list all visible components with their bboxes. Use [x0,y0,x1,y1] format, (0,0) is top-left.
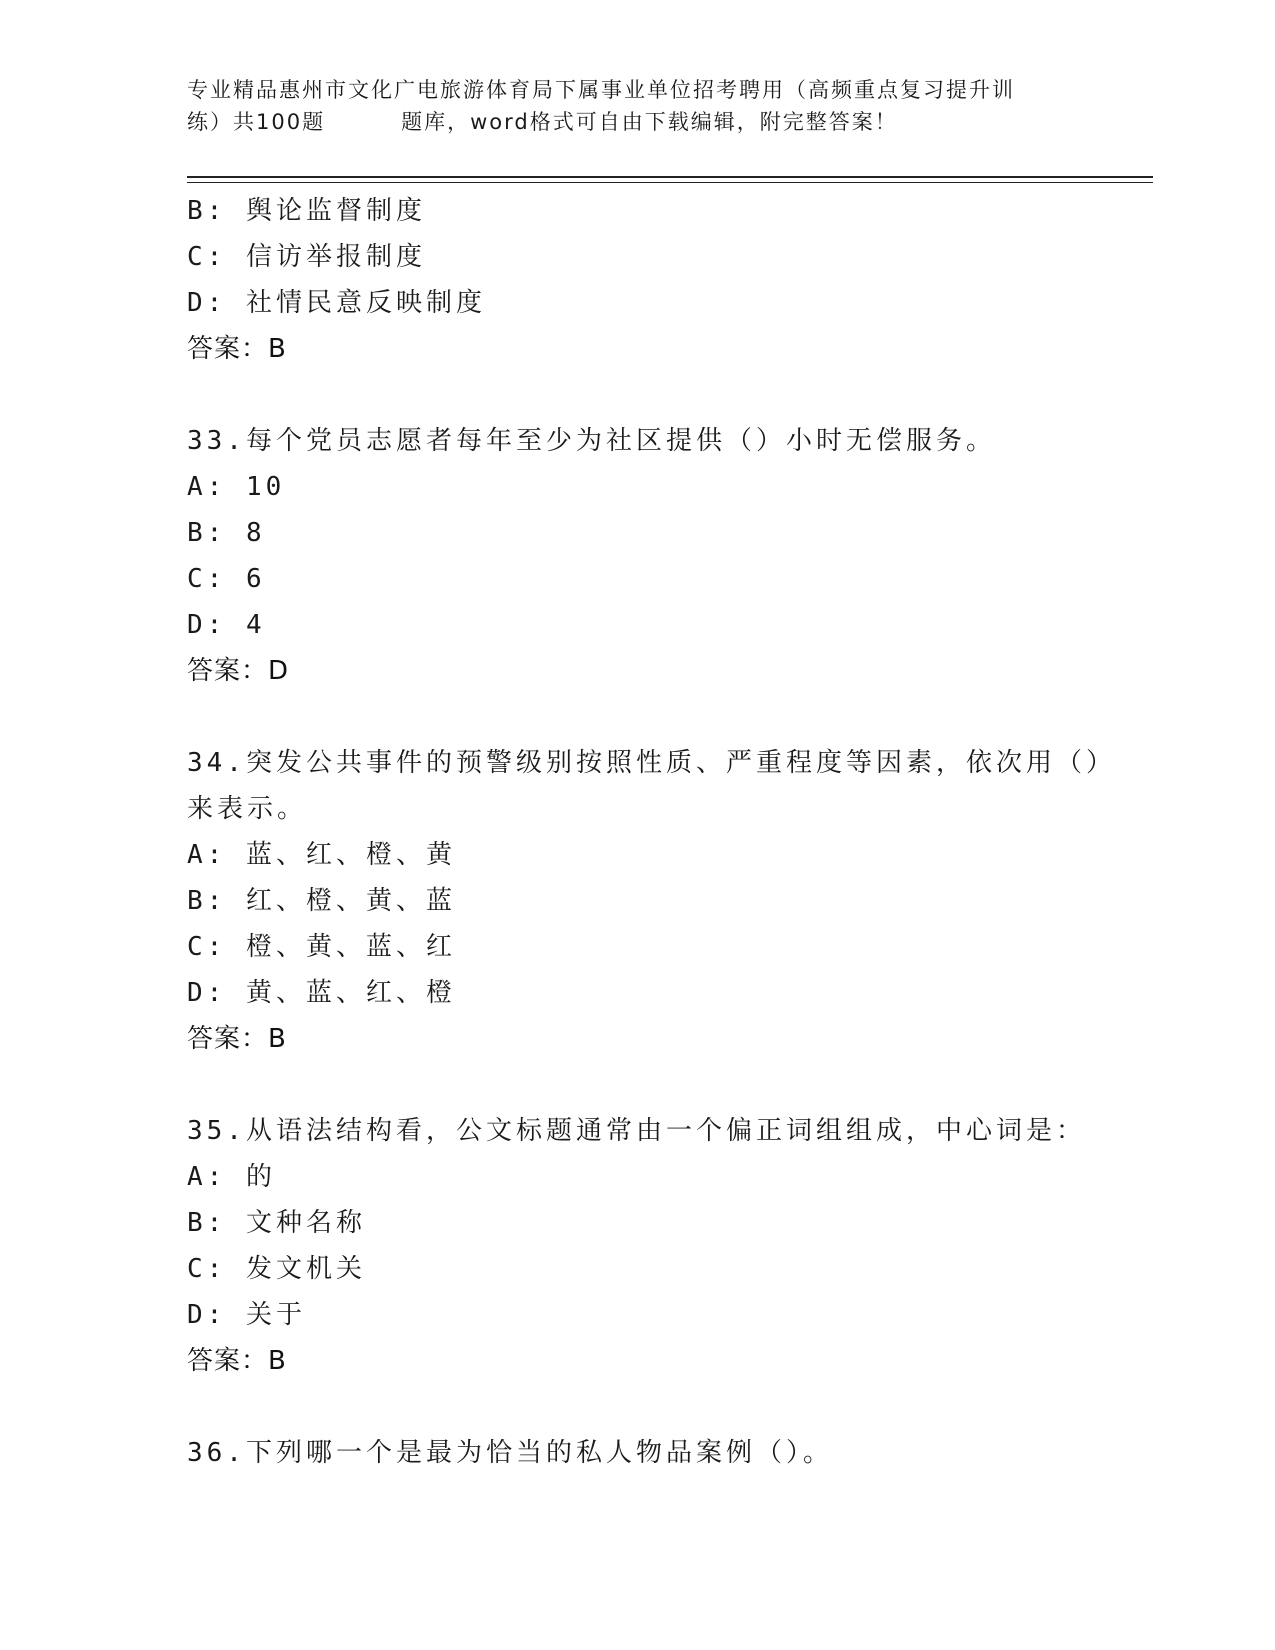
option-text: 的 [245,1162,276,1192]
option-text: 6 [245,564,266,594]
answer-line: 答案：D [187,656,290,686]
header-rule-thin [187,182,1153,183]
option-letter: B: [187,518,227,548]
spacer [187,1062,1117,1108]
option-c [187,924,1117,970]
option-letter: D: [187,288,227,318]
option-letter: C: [187,242,227,272]
spacer [187,694,1117,740]
option-c [187,234,1117,280]
question-35 [187,1108,1117,1384]
question-text: 33.每个党员志愿者每年至少为社区提供（）小时无偿服务。 [187,426,996,456]
header-line-2-part-1: 练）共100题 [187,110,326,134]
option-letter: A: [187,1162,227,1192]
question-32-tail [187,188,1117,372]
option-b [187,510,1117,556]
option-text: 4 [245,610,266,640]
option-letter: A: [187,472,227,502]
option-letter: C: [187,932,227,962]
question-33 [187,418,1117,694]
spacer [187,1384,1117,1430]
option-c [187,556,1117,602]
option-c [187,1246,1117,1292]
option-text: 红、橙、黄、蓝 [245,886,456,916]
option-letter: A: [187,840,227,870]
header-line-1: 专业精品惠州市文化广电旅游体育局下属事业单位招考聘用（高频重点复习提升训 [187,78,1015,102]
answer-line: 答案：B [187,1346,287,1376]
document-body [187,188,1117,1476]
option-text: 8 [245,518,266,548]
question-text-line-1: 34.突发公共事件的预警级别按照性质、严重程度等因素，依次用（） [187,748,1116,778]
question-text-line-2: 来表示。 [187,794,308,824]
spacer [187,372,1117,418]
option-text: 发文机关 [245,1254,366,1284]
option-a [187,832,1117,878]
question-text: 36.下列哪一个是最为恰当的私人物品案例（）。 [187,1438,833,1468]
option-text: 社情民意反映制度 [245,288,486,318]
header-line-2-part-2: 题库，word格式可自由下载编辑，附完整答案！ [401,110,898,134]
option-letter: C: [187,1254,227,1284]
question-text: 35.从语法结构看，公文标题通常由一个偏正词组组成，中心词是： [187,1116,1086,1146]
answer-line: 答案：B [187,1024,287,1054]
option-letter: D: [187,978,227,1008]
option-d [187,280,1117,326]
option-text: 橙、黄、蓝、红 [245,932,456,962]
option-text: 信访举报制度 [245,242,426,272]
option-text: 文种名称 [245,1208,366,1238]
option-letter: D: [187,610,227,640]
header-line-2 [187,106,1087,138]
option-letter: B: [187,196,227,226]
option-text: 10 [245,472,286,502]
answer-line: 答案：B [187,334,287,364]
option-text: 黄、蓝、红、橙 [245,978,456,1008]
question-36 [187,1430,1117,1476]
document-header [187,74,1087,138]
option-letter: B: [187,1208,227,1238]
option-b [187,188,1117,234]
option-d [187,602,1117,648]
option-text: 蓝、红、橙、黄 [245,840,456,870]
option-letter: D: [187,1300,227,1330]
option-b [187,1200,1117,1246]
option-d [187,1292,1117,1338]
option-a [187,1154,1117,1200]
option-d [187,970,1117,1016]
option-b [187,878,1117,924]
option-a [187,464,1117,510]
question-34 [187,740,1117,1062]
option-letter: B: [187,886,227,916]
header-rule-thick [187,176,1153,178]
option-letter: C: [187,564,227,594]
option-text: 关于 [245,1300,306,1330]
option-text: 舆论监督制度 [245,196,426,226]
